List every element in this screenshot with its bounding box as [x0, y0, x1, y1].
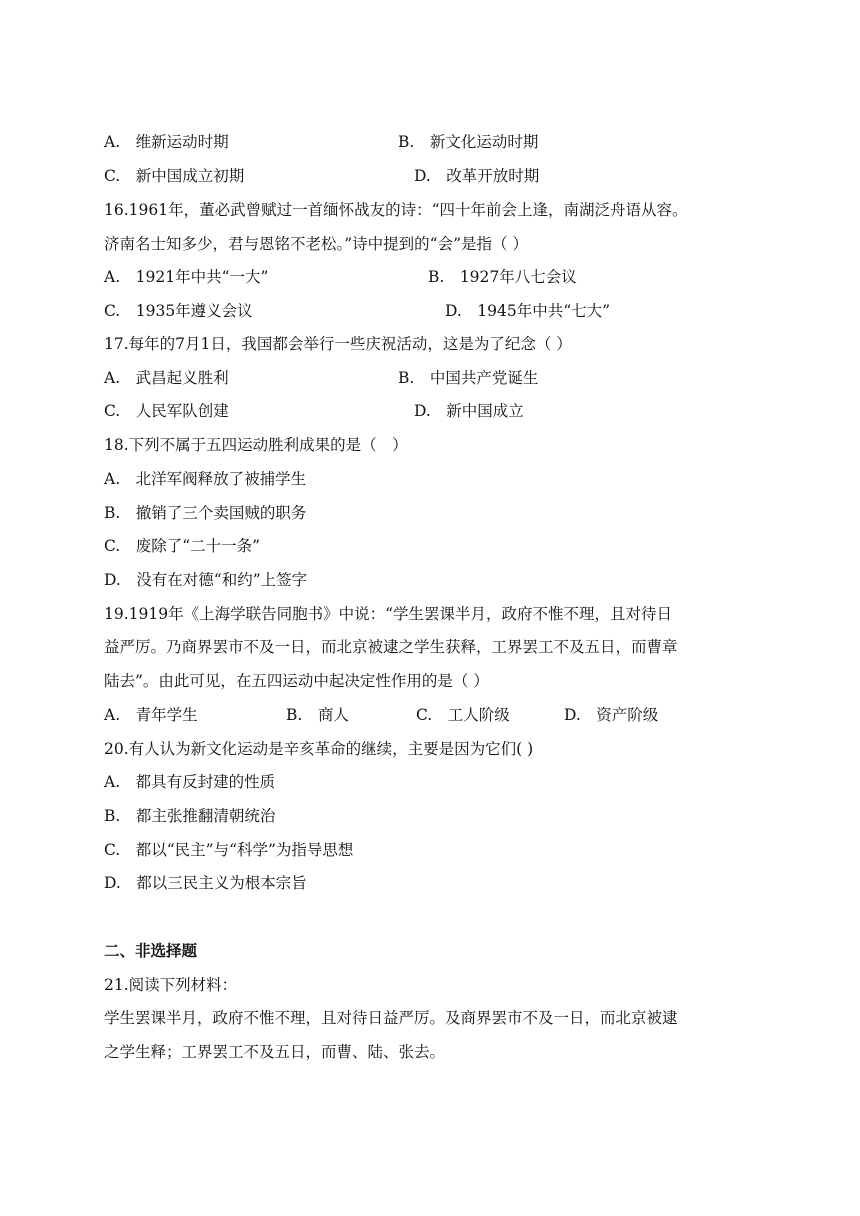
q19-option-c: C. 工人阶级 — [416, 706, 510, 724]
q21-material-line1: 学生罢课半月，政府不惟不理，且对待日益严厉。及商界罢市不及一日，而北京被逮 — [104, 1009, 678, 1027]
q17-option-d: D. 新中国成立 — [414, 402, 524, 420]
q17-option-b: B. 中国共产党诞生 — [398, 369, 539, 387]
q19-option-a: A. 青年学生 — [104, 706, 198, 724]
q18-stem: 18.下列不属于五四运动胜利成果的是（ ） — [104, 436, 408, 454]
q15-option-c: C. 新中国成立初期 — [104, 167, 245, 185]
q16-option-a: A. 1921年中共“一大” — [104, 268, 269, 286]
q21-stem: 21.阅读下列材料： — [104, 976, 238, 994]
q18-option-b: B. 撤销了三个卖国贼的职务 — [104, 504, 307, 522]
q16-option-d: D. 1945年中共“七大” — [445, 302, 611, 320]
q16-option-b: B. 1927年八七会议 — [428, 268, 577, 286]
q17-option-a: A. 武昌起义胜利 — [104, 369, 229, 387]
q19-stem-line1: 19.1919年《上海学联告同胞书》中说：“学生罢课半月，政府不惟不理，且对待日 — [104, 605, 673, 623]
q18-option-c: C. 废除了“二十一条” — [104, 537, 261, 555]
q20-option-c: C. 都以“民主”与“科学”为指导思想 — [104, 841, 354, 859]
q16-option-c: C. 1935年遵义会议 — [104, 302, 253, 320]
q17-stem: 17.每年的7月1日，我国都会举行一些庆祝活动，这是为了纪念（ ） — [104, 335, 572, 353]
q18-option-d: D. 没有在对德“和约”上签字 — [104, 571, 308, 589]
q15-option-d: D. 改革开放时期 — [414, 167, 540, 185]
q19-stem-line3: 陆去”。由此可见，在五四运动中起决定性作用的是（ ） — [104, 672, 489, 690]
q19-option-d: D. 资产阶级 — [564, 706, 659, 724]
q18-option-a: A. 北洋军阀释放了被捕学生 — [104, 470, 307, 488]
q19-option-b: B. 商人 — [286, 706, 349, 724]
q15-option-a: A. 维新运动时期 — [104, 133, 229, 151]
q16-stem-line1: 16.1961年，董必武曾赋过一首缅怀战友的诗：“四十年前会上逢，南湖泛舟语从容。 — [104, 201, 688, 219]
q16-stem-line2: 济南名士知多少，君与恩铭不老松。”诗中提到的“会”是指（ ） — [104, 235, 528, 253]
section-title: 二、非选择题 — [104, 942, 198, 960]
q20-stem: 20.有人认为新文化运动是辛亥革命的继续，主要是因为它们( ) — [104, 740, 534, 758]
q17-option-c: C. 人民军队创建 — [104, 402, 229, 420]
q21-material-line2: 之学生释；工界罢工不及五日，而曹、陆、张去。 — [104, 1043, 446, 1061]
q15-option-b: B. 新文化运动时期 — [398, 133, 539, 151]
q19-stem-line2: 益严厉。乃商界罢市不及一日，而北京被逮之学生获释，工界罢工不及五日，而曹章 — [104, 638, 678, 656]
q20-option-b: B. 都主张推翻清朝统治 — [104, 807, 276, 825]
q20-option-d: D. 都以三民主义为根本宗旨 — [104, 874, 307, 892]
q20-option-a: A. 都具有反封建的性质 — [104, 773, 276, 791]
